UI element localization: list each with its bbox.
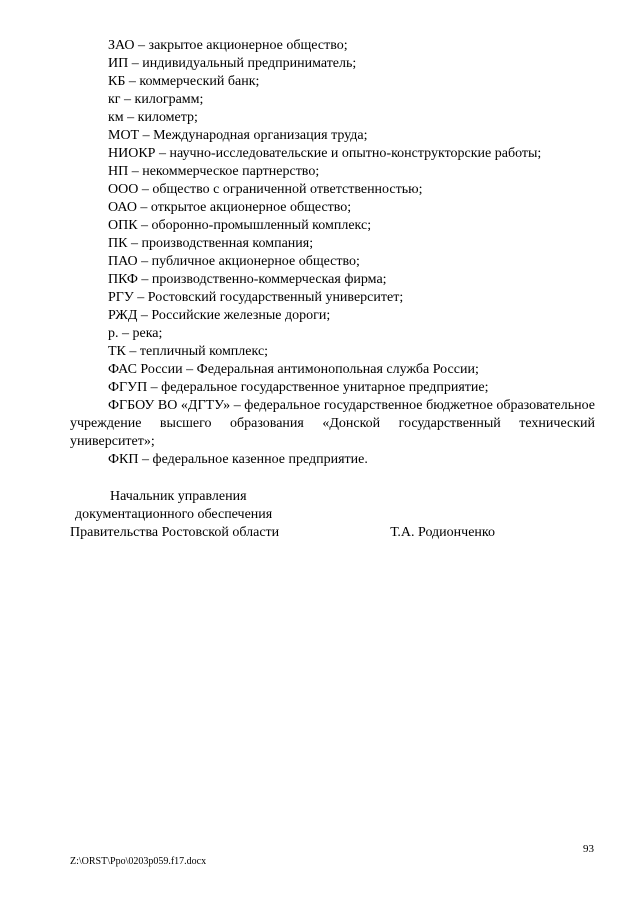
signature-title-line-3: Правительства Ростовской области bbox=[70, 525, 280, 540]
abbreviation-item: ФКП – федеральное казенное предприятие. bbox=[108, 452, 368, 467]
abbreviation-item: НИОКР – научно-исследовательские и опытно-конструкторские работы; bbox=[108, 146, 542, 161]
abbreviation-item: ПК – производственная компания; bbox=[108, 236, 314, 251]
abbreviation-item: ИП – индивидуальный предприниматель; bbox=[108, 56, 357, 71]
abbreviation-item: р. – река; bbox=[108, 326, 163, 341]
abbreviation-item: ТК – тепличный комплекс; bbox=[108, 344, 269, 359]
abbreviation-item: ФГБОУ ВО «ДГТУ» – федеральное государственное бюджетное образовательное учреждение высшего образования «Донской государственный технический университет»; bbox=[70, 398, 595, 449]
abbreviation-item: ЗАО – закрытое акционерное общество; bbox=[108, 38, 348, 53]
signatory-name: Т.А. Родионченко bbox=[390, 525, 495, 540]
file-path: Z:\ORST\Ppo\0203p059.f17.docx bbox=[70, 856, 207, 867]
signature-title-line-1: Начальник управления bbox=[110, 489, 247, 504]
abbreviation-item: РЖД – Российские железные дороги; bbox=[108, 308, 331, 323]
abbreviation-item: НП – некоммерческое партнерство; bbox=[108, 164, 320, 179]
signature-title-line-2: документационного обеспечения bbox=[75, 507, 273, 522]
abbreviation-list bbox=[70, 37, 595, 469]
page-number: 93 bbox=[583, 843, 594, 855]
abbreviation-item: ОАО – открытое акционерное общество; bbox=[108, 200, 352, 215]
signature-block bbox=[70, 488, 530, 542]
abbreviation-item: км – километр; bbox=[108, 110, 198, 125]
abbreviation-item: ФАС России – Федеральная антимонопольная служба России; bbox=[108, 362, 479, 377]
abbreviation-item: кг – килограмм; bbox=[108, 92, 204, 107]
abbreviation-item: ФГУП – федеральное государственное унитарное предприятие; bbox=[108, 380, 489, 395]
abbreviation-item: РГУ – Ростовский государственный университет; bbox=[108, 290, 404, 305]
abbreviation-item: ООО – общество с ограниченной ответственностью; bbox=[108, 182, 423, 197]
signature-row bbox=[70, 524, 530, 542]
abbreviation-item: КБ – коммерческий банк; bbox=[108, 74, 260, 89]
abbreviation-item: ОПК – оборонно-промышленный комплекс; bbox=[108, 218, 372, 233]
abbreviation-item: ПАО – публичное акционерное общество; bbox=[108, 254, 360, 269]
abbreviation-item: МОТ – Международная организация труда; bbox=[108, 128, 368, 143]
abbreviation-item: ПКФ – производственно-коммерческая фирма; bbox=[108, 272, 387, 287]
